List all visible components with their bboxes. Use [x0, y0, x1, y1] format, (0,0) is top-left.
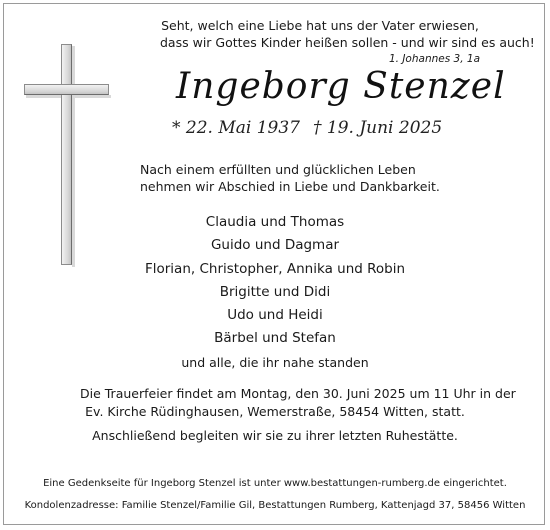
ceremony-line-3: Anschließend begleiten wir sie zu ihrer letzten Ruhestätte.	[92, 428, 458, 443]
verse-reference: 1. Johannes 3, 1a	[388, 53, 480, 65]
family-member: Florian, Christopher, Annika und Robin	[144, 260, 406, 277]
intro-line-2: nehmen wir Abschied in Liebe und Dankbarkeit.	[140, 179, 440, 194]
deceased-name: Ingeborg Stenzel	[176, 66, 506, 107]
verse-line-2: dass wir Gottes Kinder heißen sollen - und wir sind es auch!	[160, 35, 535, 50]
birth-date: * 22. Mai 1937	[172, 118, 300, 138]
ceremony-line-1: Die Trauerfeier findet am Montag, den 30. Juni 2025 um 11 Uhr in der	[80, 386, 516, 401]
ceremony-line-2: Ev. Kirche Rüdinghausen, Wemerstraße, 58454 Witten, statt.	[85, 403, 465, 419]
verse-block	[160, 17, 535, 68]
family-closing: und alle, die ihr nahe standen	[181, 354, 369, 370]
ceremony-info	[80, 385, 516, 445]
memorial-page-note: Eine Gedenkseite für Ingeborg Stenzel ist unter www.bestattungen-rumberg.de eingerichtet.	[43, 478, 507, 489]
family-member: Udo und Heidi	[227, 307, 323, 324]
verse-line-1: Seht, welch eine Liebe hat uns der Vater erwiesen,	[161, 18, 479, 33]
death-date: † 19. Juni 2025	[313, 118, 443, 138]
family-member: Guido und Dagmar	[210, 237, 340, 254]
condolence-address: Kondolenzadresse: Familie Stenzel/Familie Gil, Bestattungen Rumberg, Kattenjagd 37, 58456 Witten	[24, 500, 526, 511]
family-list	[140, 211, 410, 374]
intro-line-1: Nach einem erfüllten und glücklichen Leben	[140, 162, 416, 177]
family-member: Brigitte und Didi	[219, 283, 331, 300]
intro-text	[140, 161, 440, 195]
family-member: Claudia und Thomas	[205, 214, 345, 230]
family-member: Bärbel und Stefan	[214, 330, 336, 347]
